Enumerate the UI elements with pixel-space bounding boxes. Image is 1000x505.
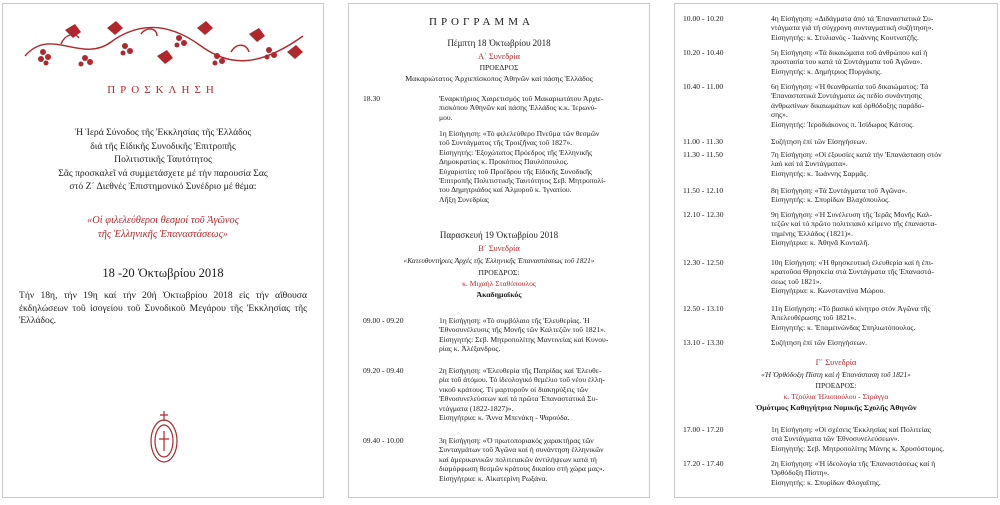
session-b-chair-name: κ. Μιχαήλ Σταθόπουλος [462, 279, 536, 288]
invitation-text: Ἡ Ἱερά Σύνοδος τῆς Ἐκκλησίας τῆς Ἑλλάδος διά τῆς Εἰδικῆς Συνοδικῆς Ἐπιτροπῆς Πολιτιστικῆς Ταυτότητος Σᾶς προσκαλεῖ νά συμμετάσχετε μέ τήν παρουσία Σας στό Ζ΄ Διεθνές Ἐπιστημονικό Συνέδριο μέ θέμα: [58, 127, 268, 192]
day1-heading: Πέμπτη 18 Ὀκτωβρίου 2018 [447, 38, 551, 48]
session-a-chair: Μακαριώτατος Ἀρχιεπίσκοπος Ἀθηνῶν καί πάσης Ἑλλάδος [405, 74, 593, 83]
grapevine-ornament-icon [21, 16, 307, 70]
session-b-chair-label: ΠΡΟΕΔΡΟΣ: [478, 268, 520, 277]
session-b-chair-title: Ἀκαδημαϊκός [476, 290, 522, 299]
invitation-heading: ΠΡΟΣΚΛΗΣΗ [107, 84, 219, 96]
session-a-chair-label: ΠΡΟΕΔΡΟΣ [479, 63, 519, 72]
session-b-title: «Κατευθυντήριες Ἀρχές τῆς Ἑλληνικῆς Ἐπαναστάσεως τοῦ 1821» [403, 256, 595, 265]
programme-heading: ΠΡΟΓΡΑΜΜΑ [429, 16, 534, 28]
synod-seal-icon [149, 409, 179, 465]
session-c-chair-title: Ὁμότιμος Καθηγήτρια Νομικῆς Σχολῆς Ἀθηνῶν [755, 403, 917, 412]
day2-heading: Παρασκευή 19 Ὀκτωβρίου 2018 [439, 230, 559, 240]
talk-1-block: 1η Εἰσήγηση: «Τό φιλελεύθερο Πνεῦμα τῶν θεσμῶν τοῦ Συντάγματος τῆς Τροιζῆνας τοῦ 1827». Εἰσηγητής: Ἐξοχώτατος Πρόεδρος τῆς Ἑλληνικῆς Δημοκρατίας κ. Προκόπιος Παυλόπουλος. Εὐχαριστίες τοῦ Προέδρου τῆς Εἰδικῆς Συνοδικῆς Ἐπιτροπῆς Πολιτιστικῆς Ταυτότητος Σεβ. Μητροπολί- του Δημητριάδος καί Ἁλμυροῦ κ. Ἰγνατίου. Λῆξη Συνεδρίας [439, 129, 606, 204]
invitation-panel [2, 3, 324, 498]
venue-paragraph: Τήν 18η, τήν 19η καί τήν 20ή Ὀκτωβρίου 2018 εἰς τήν αἴθουσα ἐκδηλώσεων τοῦ ἰσογείου τοῦ Συνοδικοῦ Μεγάρου τῆς Ἐκκλησίας τῆς Ἑλλάδος. [19, 290, 307, 326]
programme-panel-2: 10.00 - 10.20 4η Εἰσήγηση: «Διδάγματα ἀπό τά Ἐπαναστατικά Συ- ντάγματα γιά τή σύγχρονη συνταγματική συζήτηση». Εἰσηγητής: κ. Στυλιανός - Ἰωάννης Κουτνατζῆς. 10.20 - 10.40 5η Εἰσήγηση: «Τά δικαιώματα τοῦ ἀνθρώπου καί ἡ προστασία του κατά τά Συντάγματα τοῦ Ἀγῶνα». Εἰσηγητής: κ. Δημήτριος Πυργάκης. 10.40 - 11.00 6η Εἰσήγηση: «Ἡ θεανθρωπία τοῦ δικαιώματος: Τά Ἐπαναστατικά Συντάγματα ὡς πεδίο συνάντησης ἀνθρωπίνων δικαιωμάτων καί ὀρθόδοξης παράδο- σης». Εἰσηγητής: Ἱεροδιάκονος π. Ἰσίδωρος Κάτσος. 11.00 - 11.30 Συζήτηση ἐπί τῶν Εἰσηγήσεων. 11.30 - 11.50 7η Εἰσήγηση: «Οἱ ἐξουσίες κατά τήν Ἐπανάσταση στόν λαό καί τά Συντάγματα». Εἰσηγητής: κ. Ἰωάννης Σαρμᾶς. 11.50 - 12.10 8η Εἰσήγηση: «Τά Συντάγματα τοῦ Ἀγῶνα». Εἰσηγητής: κ. Σπυρίδων Βλαχόπουλος. 12.10 - 12.30 9η Εἰσήγηση: «Ἡ Συνέλευση τῆς Ἱερᾶς Μονῆς Καλ- τεζῶν καί τό πρῶτο πολιτειακό κείμενο τῆς ἐπαναστα- τημένης Ἑλλάδος (1821)». Εἰσηγήτρια: κ. Ἀθηνᾶ Κονταλῆ. 12.30 - 12.50 10η Εἰσήγηση: «Ἡ θρησκευτική ἐλευθερία καί ἡ ἐπι- κρατοῦσα Θρησκεία στά Συντάγματα τῆς Ἐπαναστά- σεως τοῦ 1821». Εἰσηγήτρια: κ. Κωνσταντίνα Μώρου. 12.50 - 13.10 11η Εἰσήγηση: «Τό βασικό κίνητρο στόν Ἀγῶνα τῆς Ἀπελευθέρωσης τοῦ 1821». Εἰσηγητής: κ. Ἐπαμεινώνδας Σπηλιωτόπουλος. 13.10 - 13.30 Συζήτηση ἐπί τῶν Εἰσηγήσεων. Γ΄ Συνεδρία «Ἡ Ὀρθόδοξη Πίστη καί ἡ Ἐπανάσταση τοῦ 1821» ΠΡΟΕΔΡΟΣ: κ. Τζούλια Ἠλιοπούλου - Στράγγα Ὁμότιμος Καθηγήτρια Νομικῆς Σχολῆς Ἀθηνῶν 17.00 - 17.20 1η Εἰσήγηση: «Οἱ σχέσεις Ἐκκλησίας καί Πολιτείας στά Συντάγματα τῶν Ἐθνοσυνελεύσεων». Εἰσηγητής: Σεβ. Μητροπολίτης Μάνης κ. Χρυσόστομος. 17.20 - 17.40 2η Εἰσήγηση: «Ἡ ἰδεολογία τῆς Ἐπαναστάσεως καί ἡ Ὀρθόδοξη Πίστη». Εἰσηγητής: κ. Σπυρίδων Φλογαΐτης. [674, 3, 998, 498]
conference-theme: «Οἱ φιλελεύθεροι θεσμοί τοῦ Ἀγῶνος τῆς Ἑλληνικῆς Ἐπαναστάσεως» [87, 215, 239, 240]
session-c-chair-name: κ. Τζούλια Ἠλιοπούλου - Στράγγα [783, 392, 889, 401]
session-a-heading: Α΄ Συνεδρία [477, 52, 521, 61]
session-c-heading: Γ΄ Συνεδρία [815, 358, 857, 367]
session-c-title: «Ἡ Ὀρθόδοξη Πίστη καί ἡ Ἐπανάσταση τοῦ 1821» [761, 370, 911, 379]
session-c-chair-label: ΠΡΟΕΔΡΟΣ: [815, 381, 857, 390]
conference-dates: 18 -20 Ὀκτωβρίου 2018 [102, 266, 224, 280]
session-b-heading: Β΄ Συνεδρία [478, 244, 520, 253]
programme-panel-1: ΠΡΟΓΡΑΜΜΑ Πέμπτη 18 Ὀκτωβρίου 2018 Α΄ Συνεδρία ΠΡΟΕΔΡΟΣ Μακαριώτατος Ἀρχιεπίσκοπος Ἀθηνῶν καί πάσης Ἑλλάδος 18.30 Ἐναρκτήριος Χαιρετισμός τοῦ Μακαριωτάτου Ἀρχιε- πισκόπου Ἀθηνῶν καί πάσης Ἑλλάδος κ.κ. Ἱερωνύ- μου. 1η Εἰσήγηση: «Τό φιλελεύθερο Πνεῦμα τῶν θεσμῶν τοῦ Συντάγματος τῆς Τροιζῆνας τοῦ 1827». Εἰσηγητής: Ἐξοχώτατος Πρόεδρος τῆς Ἑλληνικῆς Δημοκρατίας κ. Προκόπιος Παυλόπουλος. Εὐχαριστίες τοῦ Προέδρου τῆς Εἰδικῆς Συνοδικῆς Ἐπιτροπῆς Πολιτιστικῆς Ταυτότητος Σεβ. Μητροπολί- του Δημητριάδος καί Ἁλμυροῦ κ. Ἰγνατίου. Λῆξη Συνεδρίας Παρασκευή 19 Ὀκτωβρίου 2018 Β΄ Συνεδρία «Κατευθυντήριες Ἀρχές τῆς Ἑλληνικῆς Ἐπαναστάσεως τοῦ 1821» ΠΡΟΕΔΡΟΣ: κ. Μιχαήλ Σταθόπουλος Ἀκαδημαϊκός 09.00 - 09.20 1η Εἰσήγηση: «Τό συμβόλαιο τῆς Ἐλευθερίας. Ἡ Ἐθνοσυνέλευσις τῆς Μονῆς τῶν Καλτεζῶν τοῦ 1821». Εἰσηγητής: Σεβ. Μητροπολίτης Μαντινείας καί Κυνου- ρίας κ. Ἀλέξανδρος. 09.20 - 09.40 2η Εἰσήγηση: «Ἐλευθερία τῆς Πατρίδας καί Ἐλευθε- ρία τοῦ ἀτόμου. Τό ἰδεολογικό θεμέλιο τοῦ νέου ἑλλη- νικοῦ κράτους. Τί μαρτυροῦν οἱ διακηρύξεις τῶν Ἐθνοσυνελεύσεων καί τά πρῶτα Ἐπαναστατικά Συ- ντάγματα (1822-1827)». Εἰσηγήτρια: κ. Ἄννα Μπενάκη - Ψαρούδα. 09.40 - 10.00 3η Εἰσήγηση: «Ὁ πρωτοποριακός χαρακτήρας τῶν Συνταγμάτων τοῦ Ἀγῶνα καί ἡ συνάντηση ἑλληνικῶν καί ἀμερικανικῶν πολιτειακῶν ἀντιλήψεων κατά τή διαμόρφωση θεσμῶν κράτους δικαίου στή χώρα μας». Εἰσηγήτρια: κ. Αἰκατερίνη Ρωξάνα. [348, 3, 650, 498]
